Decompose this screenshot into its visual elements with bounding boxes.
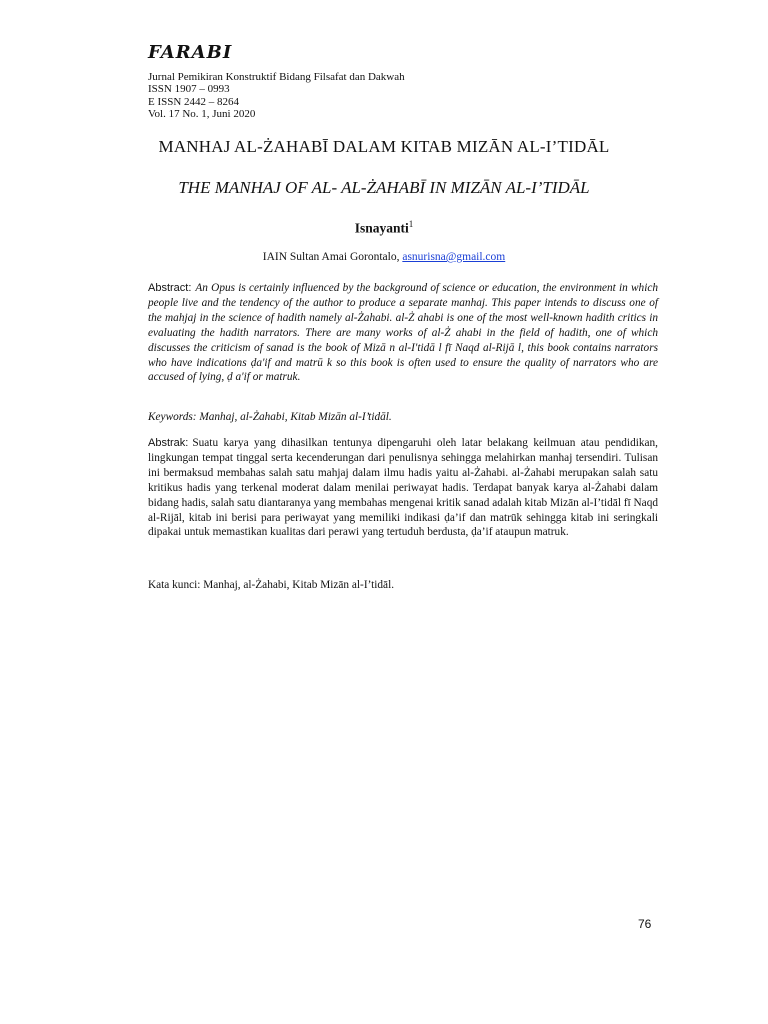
keywords-indonesian: Kata kunci: Manhaj, al-Żahabi, Kitab Mizān al-I’tidāl. xyxy=(148,579,395,591)
volume-info: Vol. 17 No. 1, Juni 2020 xyxy=(148,108,256,121)
author-footnote-mark: 1 xyxy=(408,219,414,229)
abstract-indonesian xyxy=(148,436,658,540)
article-title: MANHAJ AL-ŻAHABĪ DALAM KITAB MIZĀN AL-I’TIDĀL xyxy=(158,137,610,156)
abstract-english xyxy=(148,281,658,385)
affiliation-line xyxy=(0,251,768,263)
abstract-label: Abstract: xyxy=(148,282,192,294)
journal-name: Jurnal Pemikiran Konstruktif Bidang Filsafat dan Dakwah xyxy=(148,71,405,83)
issn: ISSN 1907 – 0993 xyxy=(148,83,230,96)
article-subtitle: THE MANHAJ OF AL- AL-ŻAHABĪ IN MIZĀN AL-I’TIDĀL xyxy=(178,178,590,197)
author-name: Isnayanti xyxy=(354,220,409,236)
author-email-link[interactable]: asnurisna@gmail.com xyxy=(402,251,506,263)
abstrak-label: Abstrak: xyxy=(148,437,189,449)
author-line xyxy=(0,219,768,237)
page-number: 76 xyxy=(638,917,652,931)
abstract-text: An Opus is certainly influenced by the background of science or education, the environment in which people live and the tendency of the author to produce a separate manhaj. This paper intends to discuss one of the mahjaj in the science of hadith namely al-Żahabi. al-Ż ahabi is one of the most well-known hadith critics in evaluating the hadith narrators. There are many works of al-Ż ahabi in the field of hadith, one of which discusses the criticism of sanad is the book of Mizā n al-I'tidā l fī Naqd al-Rijā l, this book contains narrators who have indications ḍa'if and matrū k so this book is often used to ensure the quality of narrators who are accused of lying, ḍ a'if or matruk. xyxy=(148,282,658,384)
journal-logo: FARABI xyxy=(148,42,233,63)
abstrak-text: Suatu karya yang dihasilkan tentunya dipengaruhi oleh latar belakang keilmuan atau pendidikan, lingkungan tempat tinggal serta kecenderungan dari penulisnya sehingga melahirkan manhaj tersendiri. Tulisan ini bermaksud membahas salah satu mahjaj dalam ilmu hadis yaitu al-Żahabi. al-Żahabi merupakan salah satu kritikus hadis yang terkenal moderat dalam menilai periwayat hadis. Terdapat banyak karya al-Żahabi dalam bidang hadis, salah satu diantaranya yang membahas mengenai kritik sanad adalah kitab Mizān al-I’tidāl fī Naqd al-Rijāl, kitab ini berisi para periwayat yang memiliki indikasi ḍa’if dan matrūk sehingga kitab ini seringkali dipakai untuk memastikan kualitas dari perawi yang tertuduh berdusta, ḍa’if ataupun matruk. xyxy=(148,437,658,539)
affiliation: IAIN Sultan Amai Gorontalo, xyxy=(262,251,403,263)
eissn: E ISSN 2442 – 8264 xyxy=(148,95,240,108)
keywords-english: Keywords: Manhaj, al-Żahabi, Kitab Mizān al-I’tidāl. xyxy=(148,411,392,423)
journal-meta xyxy=(148,71,405,121)
